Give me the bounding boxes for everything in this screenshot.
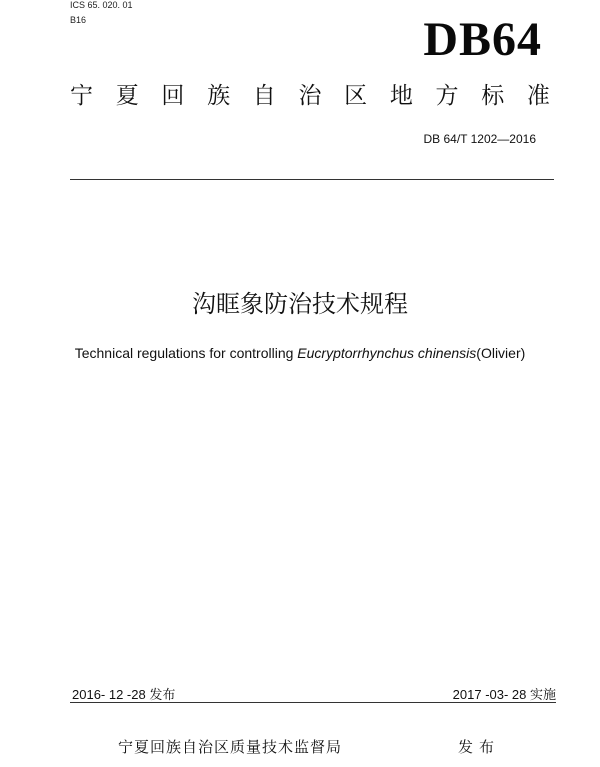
org-char: 治 <box>298 83 322 109</box>
title-chinese: 沟眶象防治技术规程 <box>192 290 408 318</box>
classification-code: B16 <box>70 15 87 25</box>
org-char: 自 <box>252 83 276 109</box>
org-char: 准 <box>526 83 550 109</box>
issuing-authority: 宁夏回族自治区质量技术监督局 <box>118 738 343 756</box>
effective-date: 2017 -03- 28 实施 <box>452 687 556 702</box>
org-char: 族 <box>207 83 231 109</box>
issue-date: 2016- 12 -28 发布 <box>72 687 176 702</box>
org-char: 地 <box>389 83 413 109</box>
org-char: 区 <box>344 83 368 109</box>
publish-label: 发布 <box>458 738 501 756</box>
title-english-prefix: Technical regulations for controlling <box>74 345 298 361</box>
org-char: 方 <box>435 83 459 109</box>
ics-code: ICS 65. 020. 01 <box>70 0 133 10</box>
title-english-suffix: (Olivier) <box>476 345 526 361</box>
org-char: 夏 <box>115 83 139 109</box>
org-char: 标 <box>481 83 505 109</box>
organization-name <box>70 80 550 112</box>
standard-number: DB 64/T 1202—2016 <box>423 132 536 146</box>
footer-divider <box>70 702 556 703</box>
standard-code: DB64 <box>423 13 542 66</box>
species-name: Eucryptorrhynchus chinensis <box>297 345 477 361</box>
org-char: 回 <box>161 83 185 109</box>
header-divider <box>70 179 554 180</box>
org-char: 宁 <box>70 83 93 109</box>
title-english <box>0 343 600 363</box>
